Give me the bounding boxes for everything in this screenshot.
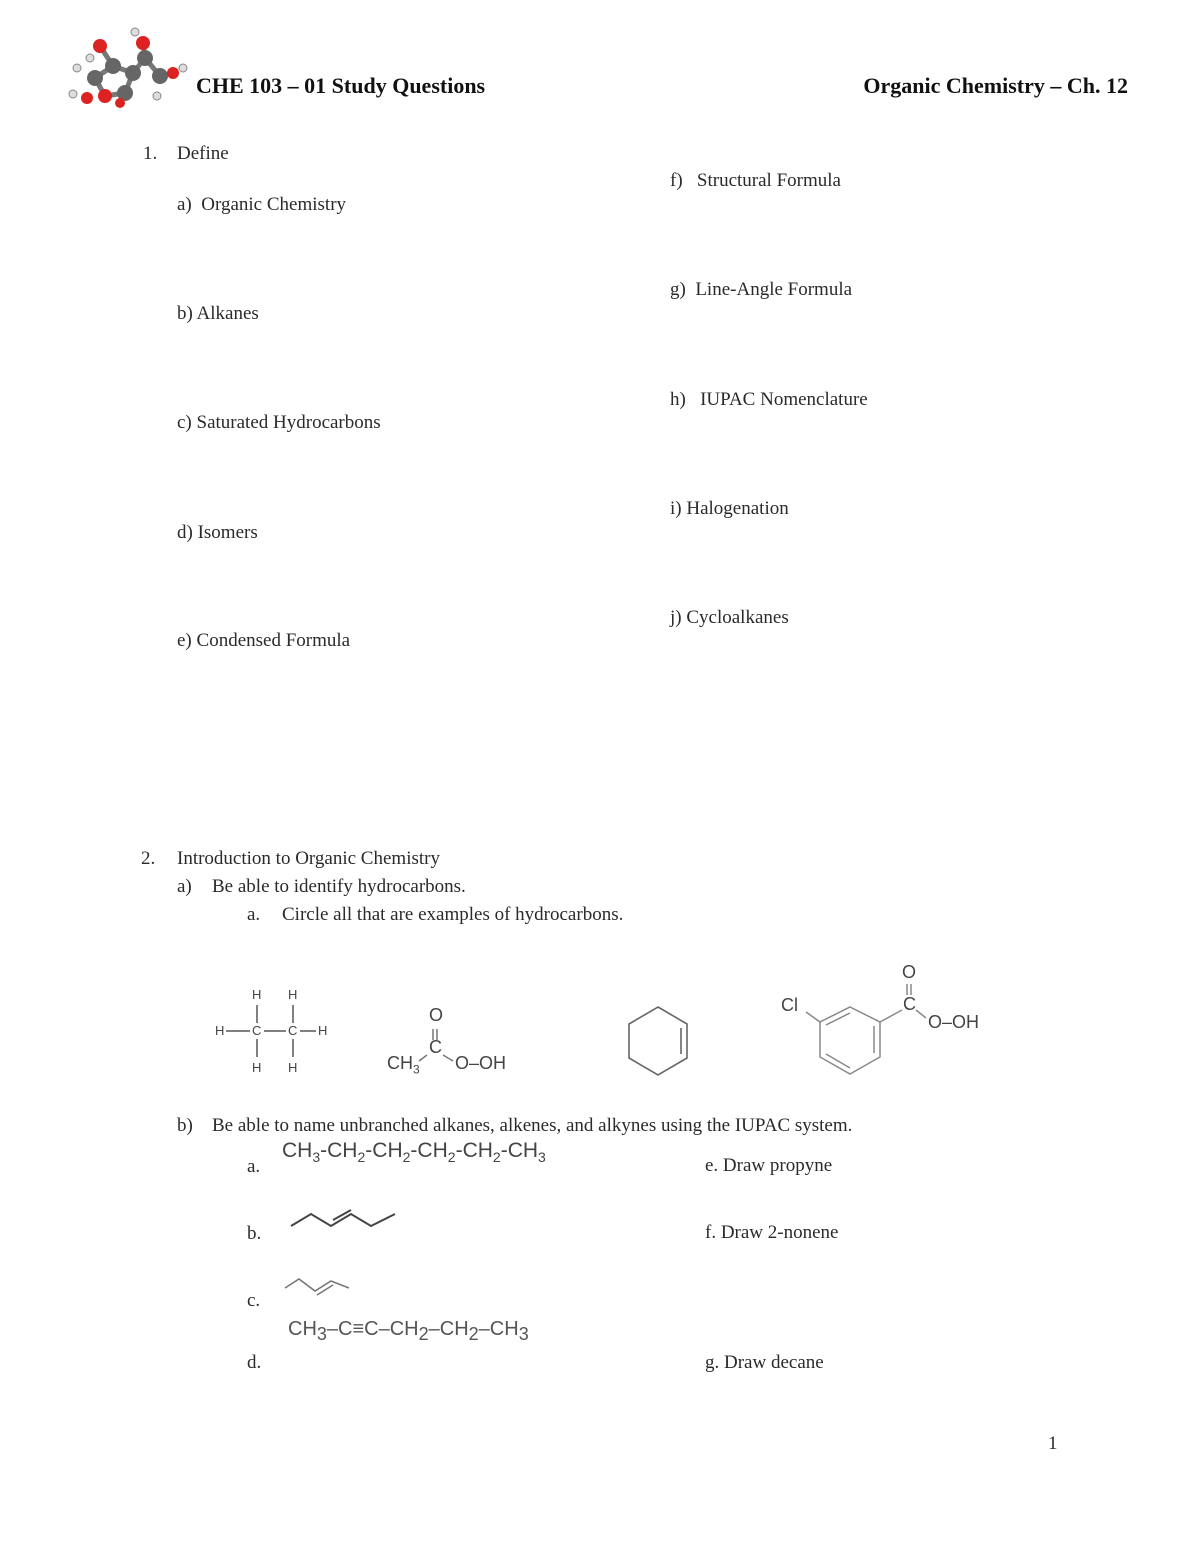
page-number: 1 [1048, 1433, 1058, 1454]
draw-decane-prompt: g. Draw decane [705, 1352, 824, 1373]
draw-propyne-prompt: e. Draw propyne [705, 1155, 833, 1176]
draw-2-nonene-prompt: f. Draw 2-nonene [705, 1222, 839, 1243]
part-b-item-c-label: c. [247, 1290, 261, 1311]
define-item-c: c) Saturated Hydrocarbons [177, 412, 381, 433]
section-2-title: Introduction to Organic Chemistry [177, 848, 440, 869]
define-item-a: a) Organic Chemistry [177, 194, 347, 215]
alkene-line-structure-c [283, 1276, 353, 1298]
chapter-title: Organic Chemistry – Ch. 12 [863, 73, 1128, 98]
define-item-b: b) Alkanes [177, 303, 259, 324]
define-item-d: d) Isomers [177, 522, 258, 543]
section-1-title: Define [177, 143, 229, 164]
define-item-h: h) IUPAC Nomenclature [670, 389, 868, 410]
part-b-item-d-label: d. [247, 1352, 262, 1373]
cyclohexene-structure [623, 1003, 693, 1083]
part-b-text: Be able to name unbranched alkanes, alkenes, and alkynes using the IUPAC system. [212, 1115, 853, 1136]
define-item-i: i) Halogenation [670, 498, 789, 519]
define-item-e: e) Condensed Formula [177, 630, 351, 651]
part-b-item-a-label: a. [247, 1156, 261, 1177]
peracetic-acid-structure: O C $CH_3$ O–OH [387, 1005, 507, 1077]
alkene-line-structure-b [289, 1208, 399, 1232]
hexane-condensed-formula: $CH_3-CH_2-CH_2-CH_2-CH_2-CH_3$ [282, 1139, 546, 1166]
define-item-f: f) Structural Formula [670, 170, 841, 191]
define-item-g: g) Line-Angle Formula [670, 279, 853, 300]
part-a-label: a) [177, 876, 192, 897]
part-a-sub-text: Circle all that are examples of hydrocarbons. [282, 904, 624, 925]
define-item-j: j) Cycloalkanes [670, 607, 789, 628]
part-a-sub-label: a. [247, 904, 261, 925]
section-2-number: 2. [141, 848, 156, 869]
ethane-structure: H H H C C H H H [215, 987, 328, 1075]
part-b-item-b-label: b. [247, 1223, 262, 1244]
part-a-text: Be able to identify hydrocarbons. [212, 876, 466, 897]
part-b-label: b) [177, 1115, 193, 1136]
pentyne-condensed-formula: $CH_3-C\equiv C-CH_2-CH_2-CH_3$ [288, 1318, 529, 1344]
molecule-logo-icon [65, 28, 190, 108]
chloroperbenzoic-acid-structure: O C Cl O–OH [778, 962, 993, 1077]
document-title: CHE 103 – 01 Study Questions [196, 73, 486, 98]
section-1-number: 1. [143, 143, 158, 164]
